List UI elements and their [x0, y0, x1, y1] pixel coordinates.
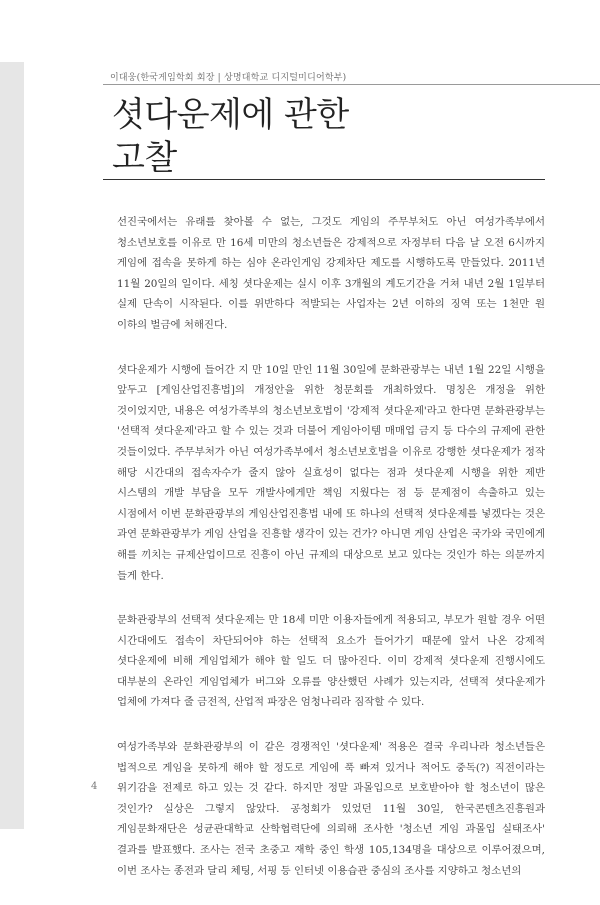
left-margin-band [0, 62, 24, 829]
title-line-2: 고찰 [112, 138, 177, 178]
article-body [117, 212, 545, 905]
paragraph-2: 셧다운제가 시행에 들어간 지 만 10일 만인 11월 30일에 문화관광부는 내년 1월 22일 시행을 앞두고 [게임산업진흥법]의 개정안을 위한 청문회를 개최하였다. 명칭은 개정을 위한 것이었지만, 내용은 여성가족부의 청소년보호법이 '강제적 셧다운제'라고 한다면 문화관광부는 '선택적 셧다운제'라고 할 수 있는 것과 더불어 게임아이템 매매업 금지 등 다수의 규제에 관한 것들이었다. 주무부처가 아닌 여성가족부에서 청소년보호법을 이유로 강행한 셧다운제가 정작 해당 시간대의 접속자수가 줄지 않아 실효성이 없다는 점과 셧다운제 시행을 위한 제반 시스템의 개발 부담을 모두 개발사에게만 책임 지웠다는 점 등 문제점이 속출하고 있는 시점에서 이번 문화관광부의 게임산업진흥법 내에 또 하나의 선택적 셧다운제를 넣겠다는 것은 과연 문화관광부가 게임 산업을 진흥할 생각이 있는 건가? 아니면 게임 산업은 국가와 국민에게 해를 끼치는 규제산업이므로 진흥이 아닌 규제의 대상으로 보고 있다는 것인가 하는 의문까지 들게 한다. [117, 363, 545, 582]
header-divider [103, 84, 600, 85]
title-divider [103, 179, 545, 180]
page-number: 4 [91, 781, 98, 792]
paragraph-3: 문화관광부의 선택적 셧다운제는 만 18세 미만 이용자들에게 적용되고, 부모가 원할 경우 어떤 시간대에도 접속이 차단되어야 하는 선택적 요소가 들어가기 때문에 앞서 나온 강제적 셧다운제에 비해 게임업체가 해야 할 일도 더 많아진다. 이미 강제적 셧다운제 진행시에도 대부분의 온라인 게임업체가 버그와 오류를 양산했던 사례가 있는지라, 선택적 셧다운제가 업체에 가져다 줄 금전적, 산업적 파장은 엄청나리라 짐작할 수 있다. [117, 614, 545, 709]
title-line-1: 셧다운제에 관한 [112, 95, 349, 135]
paragraph-1: 선진국에서는 유래를 찾아볼 수 없는, 그것도 게임의 주무부처도 아닌 여성가족부에서 청소년보호를 이유로 만 16세 미만의 청소년들은 강제적으로 자정부터 다음 날 오전 6시까지 게임에 접속을 못하게 하는 심야 온라인게임 강제차단 제도를 시행하도록 만들었다. 2011년 11월 20일의 일이다. 세칭 셧다운제는 실시 이후 3개월의 계도기간을 거쳐 내년 2월 1일부터 실제 단속이 시작된다. 이를 위반하다 적발되는 사업자는 2년 이하의 징역 또는 1천만 원 이하의 벌금에 처해진다. [117, 216, 545, 331]
author-line: 이대웅(한국게임학회 회장 | 상명대학교 디지털미디어학부) [110, 73, 347, 83]
article-title [112, 94, 349, 180]
paragraph-4: 여성가족부와 문화관광부의 이 같은 경쟁적인 '셧다운제' 적용은 결국 우리나라 청소년들은 법적으로 게임을 못하게 해야 할 정도로 게임에 푹 빠져 있거나 적어도 중독(?) 직전이라는 위기감을 전제로 하고 있는 것 같다. 하지만 정말 과몰입으로 보호받아야 할 청소년이 많은 것인가? 실상은 그렇지 않았다. 공청회가 있었던 11월 30일, 한국콘텐츠진흥원과 게임문화재단은 성균관대학교 산학협력단에 의뢰해 조사한 '청소년 게임 과몰입 실태조사' 결과를 발표했다. 조사는 전국 초중고 재학 중인 학생 105,134명을 대상으로 이루어졌으며, 이번 조사는 종전과 달리 체팅, 서핑 등 인터넷 이용습관 중심의 조사를 지양하고 청소년의 [117, 741, 545, 877]
